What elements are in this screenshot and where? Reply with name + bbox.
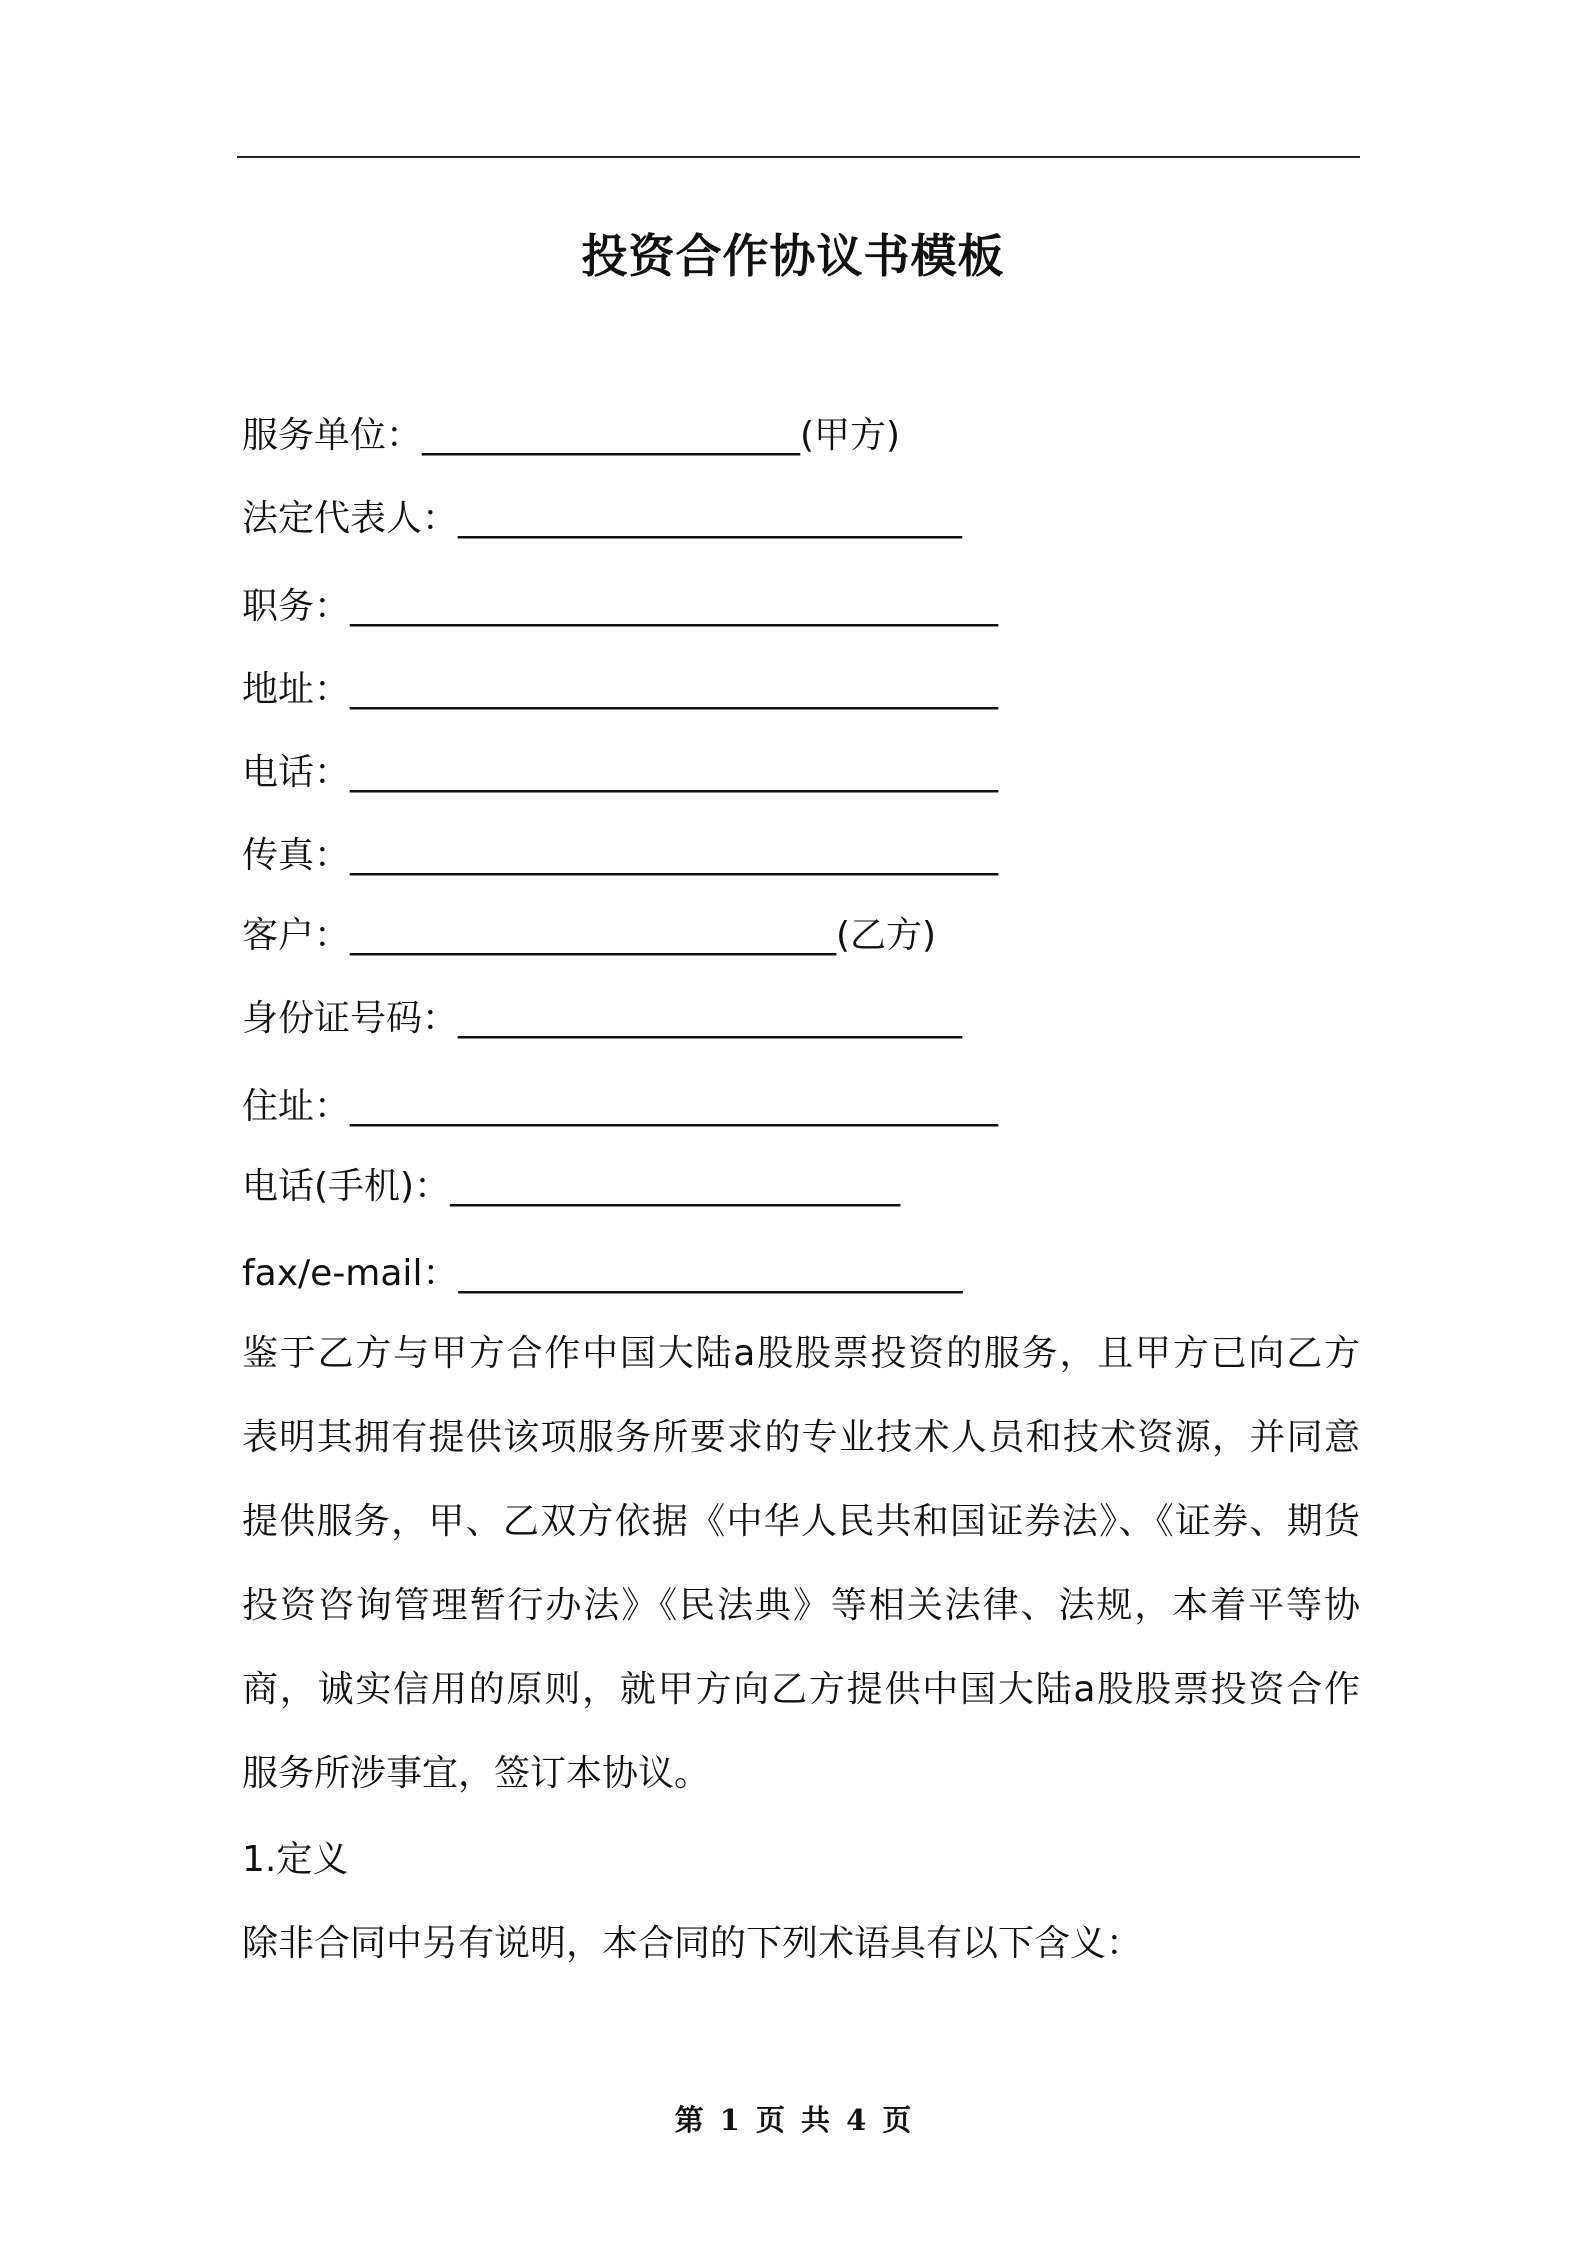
field-mobile-phone: 电话(手机)：_________________________	[242, 1166, 901, 1207]
preamble-line: 表明其拥有提供该项服务所要求的专业技术人员和技术资源，并同意	[242, 1417, 1360, 1458]
preamble-line: 商，诚实信用的原则，就甲方向乙方提供中国大陆a股股票投资合作	[242, 1669, 1360, 1710]
preamble-line: 提供服务，甲、乙双方依据《中华人民共和国证券法》、《证券、期货	[242, 1501, 1360, 1542]
field-fax: 传真：____________________________________	[242, 835, 999, 876]
preamble-line: 鉴于乙方与甲方合作中国大陆a股股票投资的服务，且甲方已向乙方	[242, 1333, 1360, 1374]
field-address: 地址：____________________________________	[242, 669, 999, 710]
header-rule	[237, 156, 1360, 158]
page-footer: 第 1 页 共 4 页	[674, 2103, 912, 2137]
preamble-line: 服务所涉事宜，签订本协议。	[242, 1753, 711, 1794]
section-intro: 除非合同中另有说明，本合同的下列术语具有以下含义：	[242, 1923, 1143, 1964]
field-client: 客户：___________________________(乙方)	[242, 915, 937, 956]
field-legal-representative: 法定代表人：____________________________	[242, 498, 963, 539]
preamble-line: 投资咨询管理暂行办法》《民法典》等相关法律、法规，本着平等协	[242, 1585, 1360, 1626]
field-position: 职务：____________________________________	[242, 586, 999, 627]
field-phone: 电话：____________________________________	[242, 752, 999, 793]
field-fax-email: fax/e-mail：____________________________	[242, 1253, 963, 1294]
field-service-unit: 服务单位：_____________________(甲方)	[242, 415, 901, 456]
field-residence: 住址：____________________________________	[242, 1086, 999, 1127]
section-heading: 1.定义	[242, 1839, 349, 1880]
preamble-paragraph	[242, 1312, 1360, 1816]
field-id-number: 身份证号码：____________________________	[242, 998, 963, 1039]
document-title: 投资合作协议书模板	[581, 229, 1005, 283]
